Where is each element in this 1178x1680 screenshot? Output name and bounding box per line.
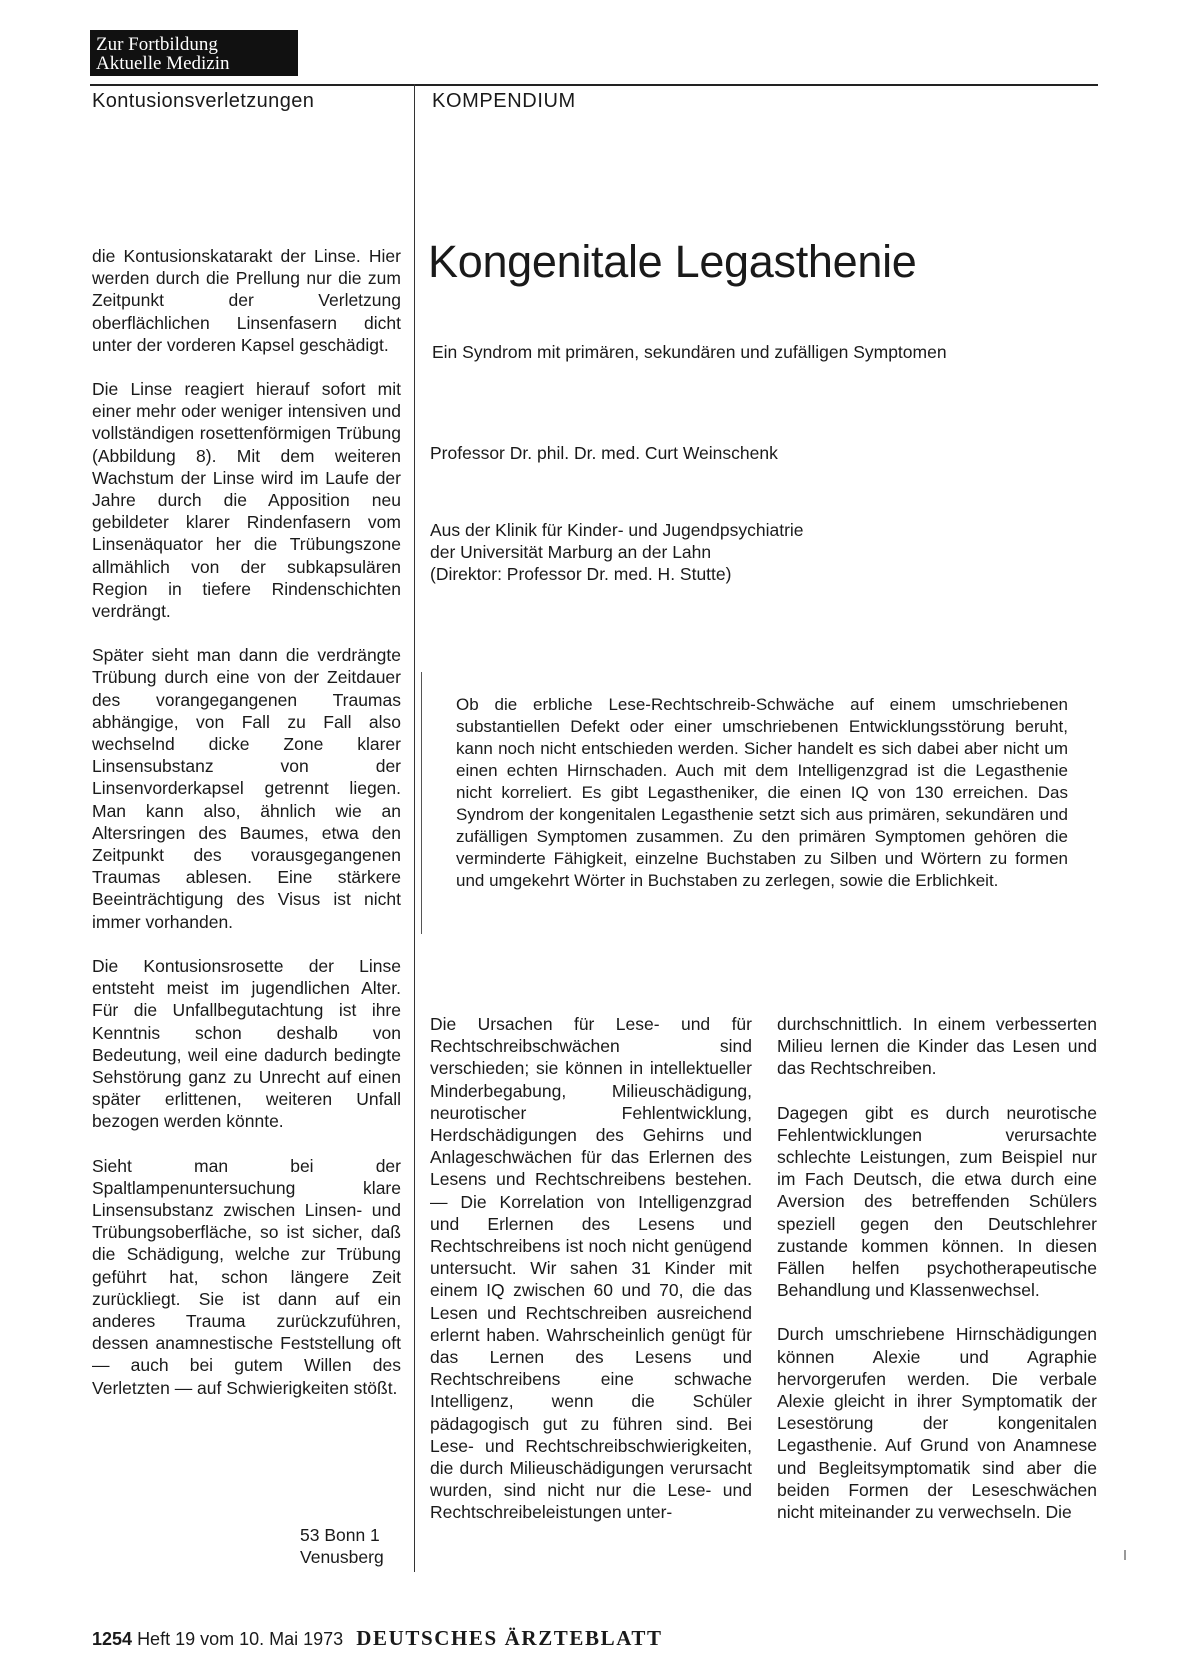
page-footer — [92, 1626, 663, 1651]
body-paragraph: Sieht man bei der Spaltlampenuntersuchung klare Linsensubstanz zwischen Linsen- und Trübungsoberfläche, so ist sicher, daß die Schädigung, welche zur Trübung geführt hat, schon längere Zeit zurückliegt. Sie ist dann auf ein anderes Trauma zurückzuführen, dessen anamnestische Feststellung oft — auch bei gutem Willen des Verletzten — auf Schwierigkeiten stößt. — [92, 1155, 401, 1398]
affiliation-line: der Universität Marburg an der Lahn — [430, 542, 712, 562]
body-paragraph: Dagegen gibt es durch neurotische Fehlentwicklungen verursachte schlechte Leistungen, zum Beispiel nur im Fach Deutsch, die etwa durch eine Aversion des betreffenden Schülers speziell gegen den Deutschlehrer zustande kommen können. In diesen Fällen helfen psychotherapeutische Behandlung und Klassenwechsel. — [777, 1102, 1097, 1301]
scan-mark — [1124, 1550, 1126, 1560]
issue-info: Heft 19 vom 10. Mai 1973 — [137, 1629, 344, 1649]
column-divider — [414, 84, 415, 1572]
body-paragraph: Die Linse reagiert hierauf sofort mit einer mehr oder weniger intensiven und vollständigen rosettenförmigen Trübung (Abbildung 8). Mit dem weiteren Wachstum der Linse wird im Laufe der Jahre durch die Apposition neu gebildeter klarer Rindenfasern vom Linsenäquator her die Trübungszone allmählich von der subkapsulären Region in tiefere Rindenschichten verdrängt. — [92, 379, 401, 622]
badge-line-1: Zur Fortbildung — [96, 34, 218, 55]
article-author: Professor Dr. phil. Dr. med. Curt Weinschenk — [430, 443, 778, 463]
journal-name: DEUTSCHES ÄRZTEBLATT — [356, 1626, 663, 1650]
page-number: 1254 — [92, 1629, 133, 1649]
article-title: Kongenitale Legasthenie — [428, 236, 917, 287]
article-abstract: Ob die erbliche Lese-Rechtschreib-Schwäche auf einem umschriebenen substantiellen Defekt oder einer umschriebenen Entwicklungsstörung beruht, kann noch nicht entschieden werden. Sicher handelt es sich dabei aber nicht um einen echten Hirnschaden. Auch mit dem Intelligenzgrad ist die Legasthenie nicht korreliert. Es gibt Legastheniker, die einen IQ von 130 erreichen. Das Syndrom der kongenitalen Legasthenie setzt sich aus primären, sekundären und zufälligen Symptomen zusammen. Zu den primären Symptomen gehören die verminderte Fähigkeit, einzelne Buchstaben zu Silben und Wörtern zu formen und umgekehrt Wörter in Buchstaben zu zerlegen, sowie die Erblichkeit. — [456, 695, 1068, 890]
body-paragraph: die Kontusionskatarakt der Linse. Hier werden durch die Prellung nur die zum Zeitpunkt der Verletzung oberflächlichen Linsenfasern dicht unter der vorderen Kapsel geschädigt. — [92, 246, 401, 355]
article-affiliation — [430, 519, 804, 585]
left-section-heading: Kontusionsverletzungen — [92, 90, 315, 112]
affiliation-line: (Direktor: Professor Dr. med. H. Stutte) — [430, 564, 732, 584]
header-rule — [90, 84, 1098, 86]
previous-article-column — [92, 245, 401, 1421]
author-address — [300, 1524, 384, 1568]
article-subtitle: Ein Syndrom mit primären, sekundären und zufälligen Symptomen — [432, 342, 947, 362]
address-line: 53 Bonn 1 — [300, 1525, 380, 1545]
body-paragraph: Die Ursachen für Lese- und für Rechtschreibschwächen sind verschieden; sie können in intellektueller Minderbegabung, Milieuschädigung, neurotischer Fehlentwicklung, Herdschädigungen des Gehirns und Anlageschwächen für das Erlernen des Lesens und Rechtschreibens bestehen. — Die Korrelation von Intelligenzgrad und Erlernen des Lesens und Rechtschreibens ist noch nicht genügend untersucht. Wir sahen 31 Kinder mit einem IQ zwischen 60 und 70, die das Lesen und Rechtschreiben ausreichend erlernt haben. Wahrscheinlich genügt für das Lernen des Lesens und Rechtschreibens eine schwache Intelligenz, wenn die Schüler pädagogisch gut zu führen sind. Bei Lese- und Rechtschreibschwierigkeiten, die durch Milieuschädigungen verursacht wurden, sind nicht nur die Lese- und Rechtschreibeleistungen unter- — [430, 1014, 752, 1523]
body-paragraph: Später sieht man dann die verdrängte Trübung durch eine von der Zeitdauer des vorangegangenen Traumas abhängige, von Fall zu Fall also wechselnd dicke Zone klarer Linsensubstanz von der Linsenvorderkapsel getrennt liegen. Man kann also, ähnlich wie an Altersringen des Baumes, etwa den Zeitpunkt des vorausgegangenen Traumas ablesen. Eine stärkere Beeinträchtigung des Visus ist nicht immer vorhanden. — [92, 645, 401, 932]
article-column-middle — [430, 1013, 752, 1546]
badge-line-2: Aktuelle Medizin — [96, 53, 230, 74]
affiliation-line: Aus der Klinik für Kinder- und Jugendpsychiatrie — [430, 520, 804, 540]
abstract-divider — [421, 672, 422, 934]
address-line: Venusberg — [300, 1547, 384, 1567]
right-section-heading: KOMPENDIUM — [432, 90, 576, 112]
body-paragraph: durchschnittlich. In einem verbesserten Milieu lernen die Kinder das Lesen und das Rechtschreiben. — [777, 1014, 1097, 1079]
body-paragraph: Die Kontusionsrosette der Linse entsteht meist im jugendlichen Alter. Für die Unfallbegutachtung ist ihre Kenntnis schon deshalb von Bedeutung, weil eine dadurch bedingte Sehstörung ganz zu Unrecht auf einen später erlittenen, weiteren Unfall bezogen werden könnte. — [92, 955, 401, 1132]
article-column-right — [777, 1013, 1097, 1545]
body-paragraph: Durch umschriebene Hirnschädigungen können Alexie und Agraphie hervorgerufen werden. Die verbale Alexie gleicht in ihrer Symptomatik der Lesestörung der kongenitalen Legasthenie. Auf Grund von Anamnese und Begleitsymptomatik sind aber die beiden Formen der Leseschwächen nicht miteinander zu verwechseln. Die — [777, 1324, 1097, 1523]
section-badge — [90, 30, 298, 76]
